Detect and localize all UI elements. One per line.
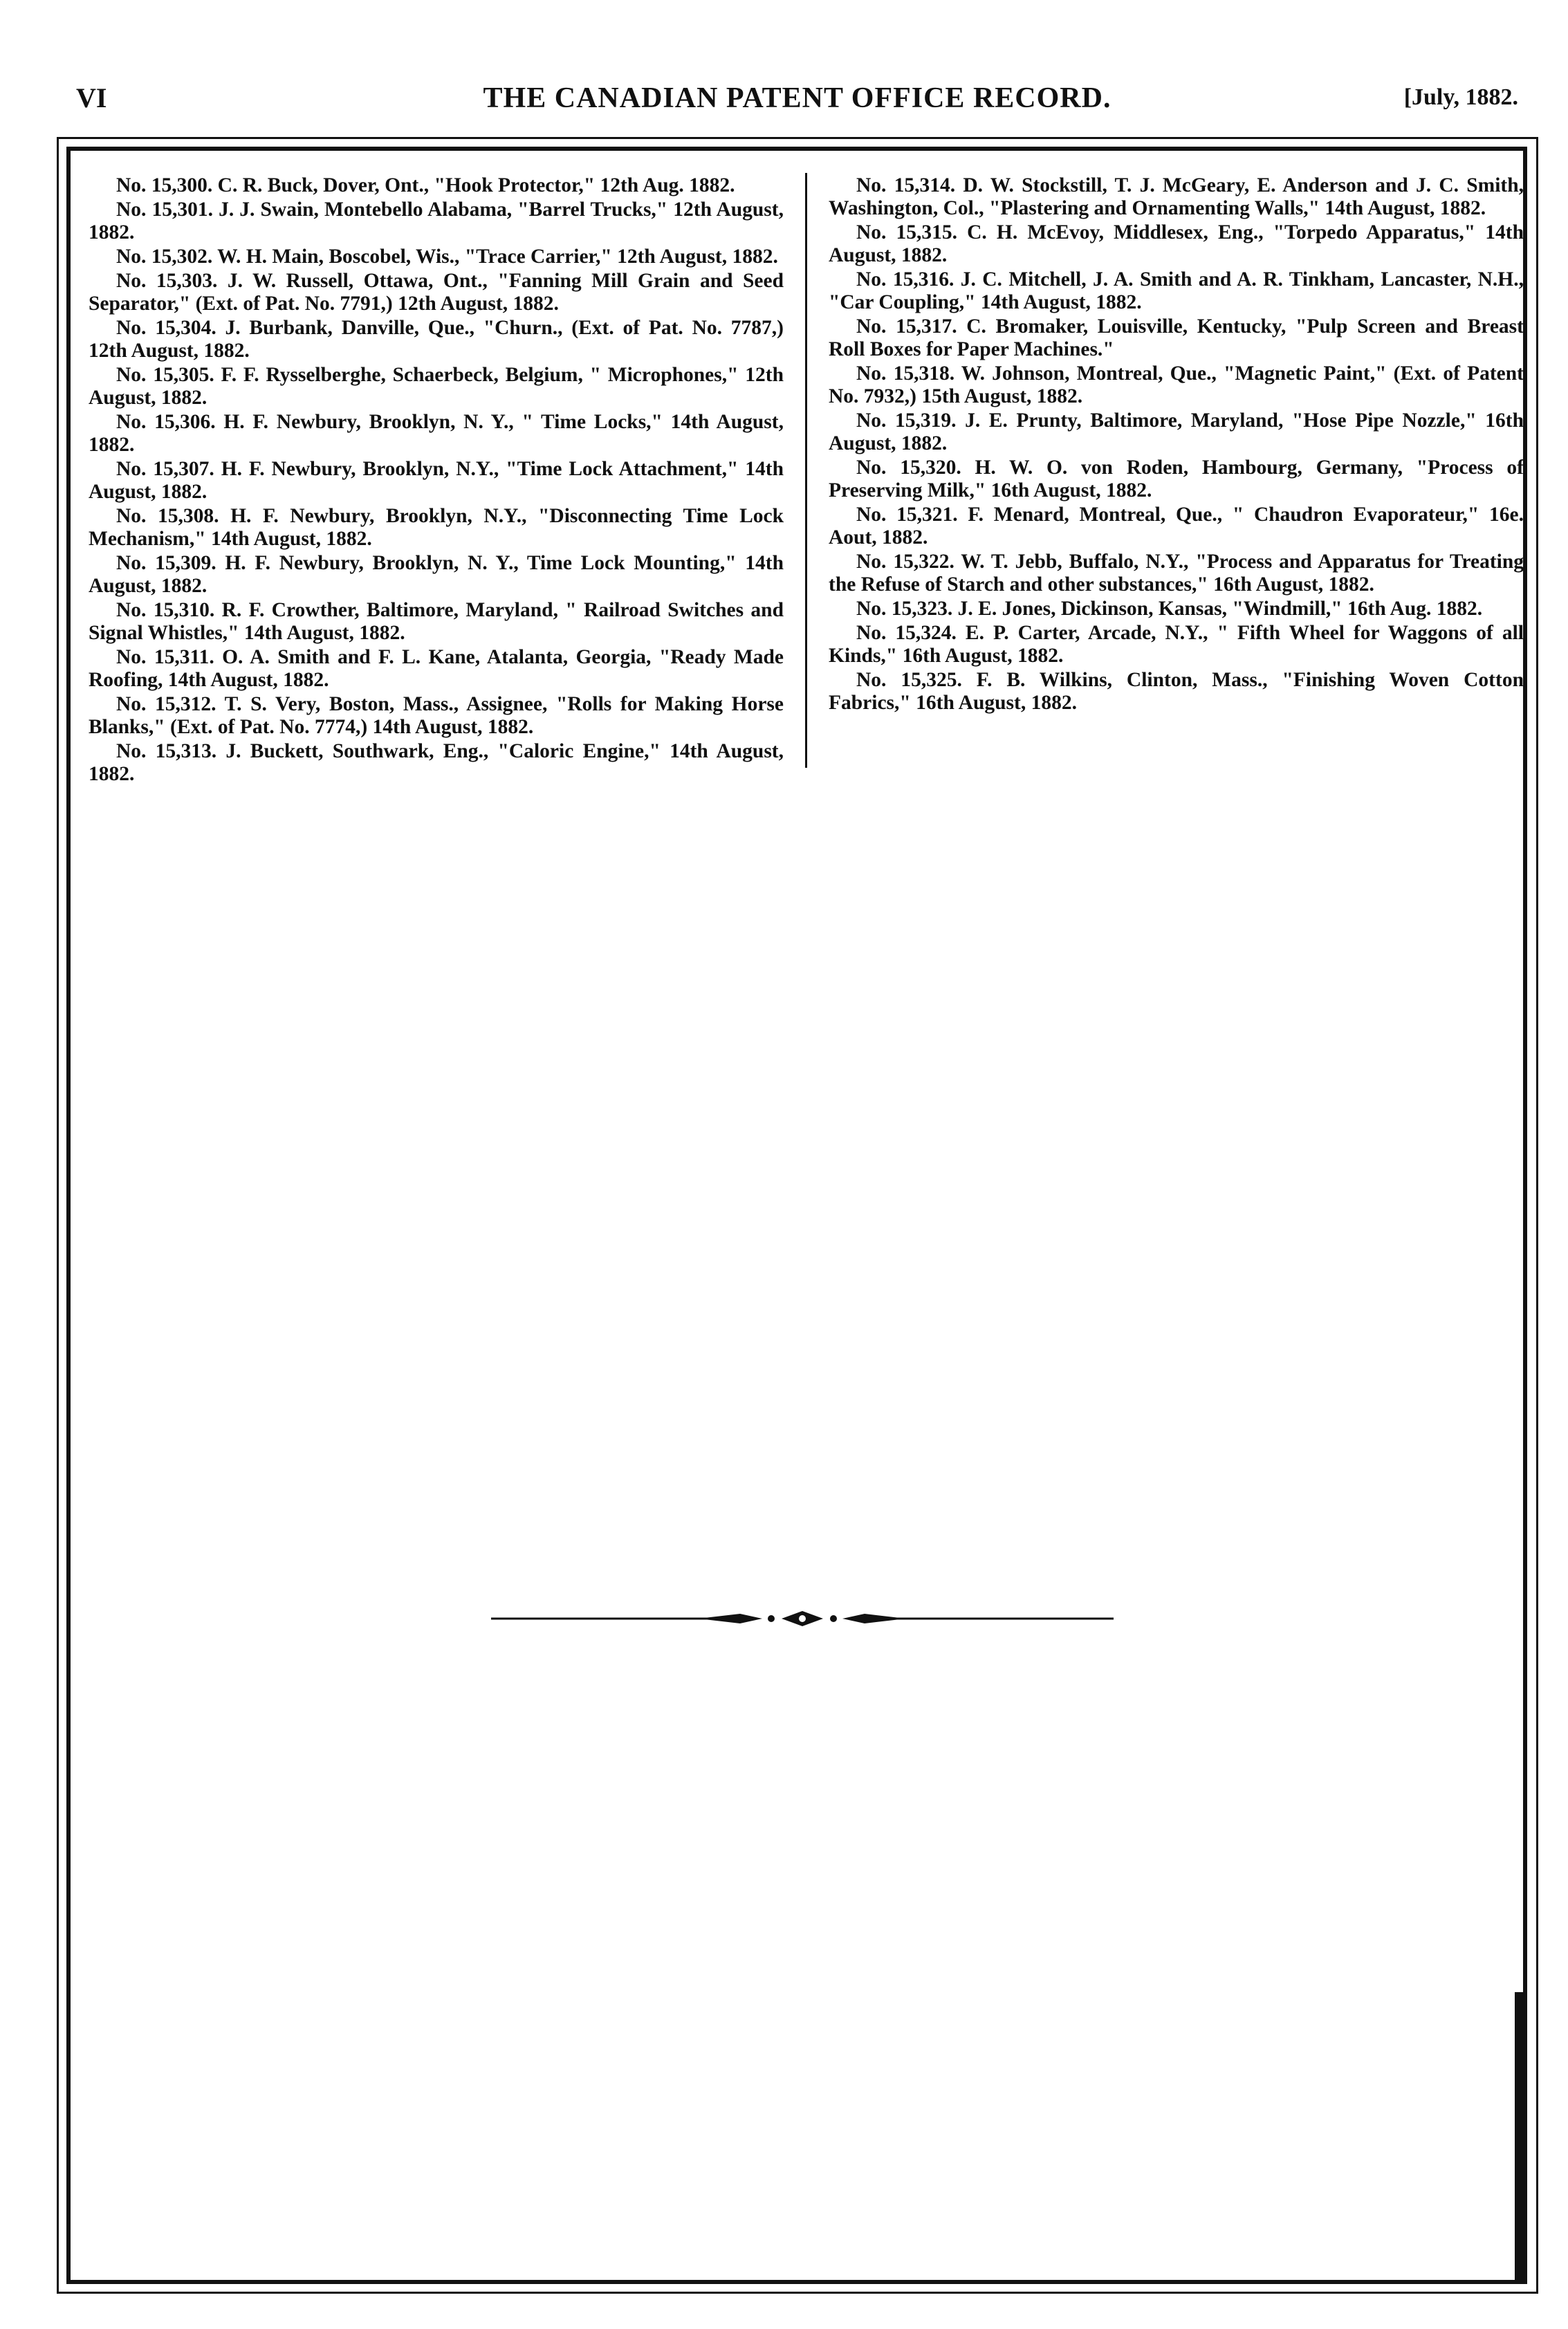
patent-entry: No. 15,310. R. F. Crowther, Baltimore, Maryland, " Railroad Switches and Signal Whistles," 14th August, 1882.: [89, 599, 784, 644]
issue-date: [July, 1882.: [1403, 84, 1518, 110]
page-header: [76, 82, 1518, 130]
patent-entry: No. 15,324. E. P. Carter, Arcade, N.Y., " Fifth Wheel for Waggons of all Kinds," 16th August, 1882.: [829, 622, 1524, 667]
patent-entry: No. 15,308. H. F. Newbury, Brooklyn, N.Y., "Disconnecting Time Lock Mechanism," 14th August, 1882.: [89, 505, 784, 550]
patent-entry: No. 15,325. F. B. Wilkins, Clinton, Mass., "Finishing Woven Cotton Fabrics," 16th August, 1882.: [829, 669, 1524, 714]
column-divider: [805, 173, 807, 768]
right-column: [829, 174, 1524, 716]
patent-entry: No. 15,321. F. Menard, Montreal, Que., " Chaudron Evaporateur," 16e. Aout, 1882.: [829, 504, 1524, 549]
patent-entry: No. 15,322. W. T. Jebb, Buffalo, N.Y., "Process and Apparatus for Treating the Refuse of Starch and other substances," 16th August, 1882.: [829, 551, 1524, 596]
patent-entry: No. 15,307. H. F. Newbury, Brooklyn, N.Y., "Time Lock Attachment," 14th August, 1882.: [89, 458, 784, 503]
patent-entry: No. 15,323. J. E. Jones, Dickinson, Kansas, "Windmill," 16th Aug. 1882.: [856, 598, 1483, 620]
patent-entry: No. 15,313. J. Buckett, Southwark, Eng., "Caloric Engine," 14th August, 1882.: [89, 740, 784, 785]
publication-title: THE CANADIAN PATENT OFFICE RECORD.: [483, 82, 1112, 114]
patent-entry: No. 15,318. W. Johnson, Montreal, Que., "Magnetic Paint," (Ext. of Patent No. 7932,) 15th August, 1882.: [829, 362, 1524, 407]
patent-entry: No. 15,312. T. S. Very, Boston, Mass., Assignee, "Rolls for Making Horse Blanks," (Ext. of Pat. No. 7774,) 14th August, 1882.: [89, 693, 784, 738]
patent-entry: No. 15,315. C. H. McEvoy, Middlesex, Eng., "Torpedo Apparatus," 14th August, 1882.: [829, 221, 1524, 266]
patent-entry: No. 15,311. O. A. Smith and F. L. Kane, Atalanta, Georgia, "Ready Made Roofing, 14th August, 1882.: [89, 646, 784, 691]
border-shadow: [1515, 1992, 1527, 2284]
patent-entry: No. 15,305. F. F. Rysselberghe, Schaerbeck, Belgium, " Microphones," 12th August, 1882.: [89, 364, 784, 409]
patent-entry: No. 15,300. C. R. Buck, Dover, Ont., "Hook Protector," 12th Aug. 1882.: [116, 174, 735, 196]
decorative-rule-ornament: [491, 1605, 1114, 1632]
left-column: [89, 174, 784, 787]
page-number: VI: [76, 82, 107, 113]
patent-entry: No. 15,309. H. F. Newbury, Brooklyn, N. Y., Time Lock Mounting," 14th August, 1882.: [89, 552, 784, 597]
patent-entry: No. 15,306. H. F. Newbury, Brooklyn, N. Y., " Time Locks," 14th August, 1882.: [89, 411, 784, 456]
patent-entry: No. 15,301. J. J. Swain, Montebello Alabama, "Barrel Trucks," 12th August, 1882.: [89, 199, 784, 243]
patent-entry: No. 15,317. C. Bromaker, Louisville, Kentucky, "Pulp Screen and Breast Roll Boxes for Paper Machines.": [829, 315, 1524, 360]
patent-entry: No. 15,320. H. W. O. von Roden, Hambourg, Germany, "Process of Preserving Milk," 16th August, 1882.: [829, 457, 1524, 501]
patent-entry: No. 15,303. J. W. Russell, Ottawa, Ont., "Fanning Mill Grain and Seed Separator," (Ext. of Pat. No. 7791,) 12th August, 1882.: [89, 270, 784, 315]
patent-entry: No. 15,319. J. E. Prunty, Baltimore, Maryland, "Hose Pipe Nozzle," 16th August, 1882.: [829, 409, 1524, 454]
patent-entry: No. 15,304. J. Burbank, Danville, Que., "Churn., (Ext. of Pat. No. 7787,) 12th August, 1882.: [89, 317, 784, 362]
patent-entry: No. 15,316. J. C. Mitchell, J. A. Smith and A. R. Tinkham, Lancaster, N.H., "Car Coupling," 14th August, 1882.: [829, 268, 1524, 313]
patent-entry: No. 15,314. D. W. Stockstill, T. J. McGeary, E. Anderson and J. C. Smith, Washington, Col., "Plastering and Ornamenting Walls," 14th August, 1882.: [829, 174, 1524, 219]
patent-entry: No. 15,302. W. H. Main, Boscobel, Wis., "Trace Carrier," 12th August, 1882.: [116, 246, 778, 268]
